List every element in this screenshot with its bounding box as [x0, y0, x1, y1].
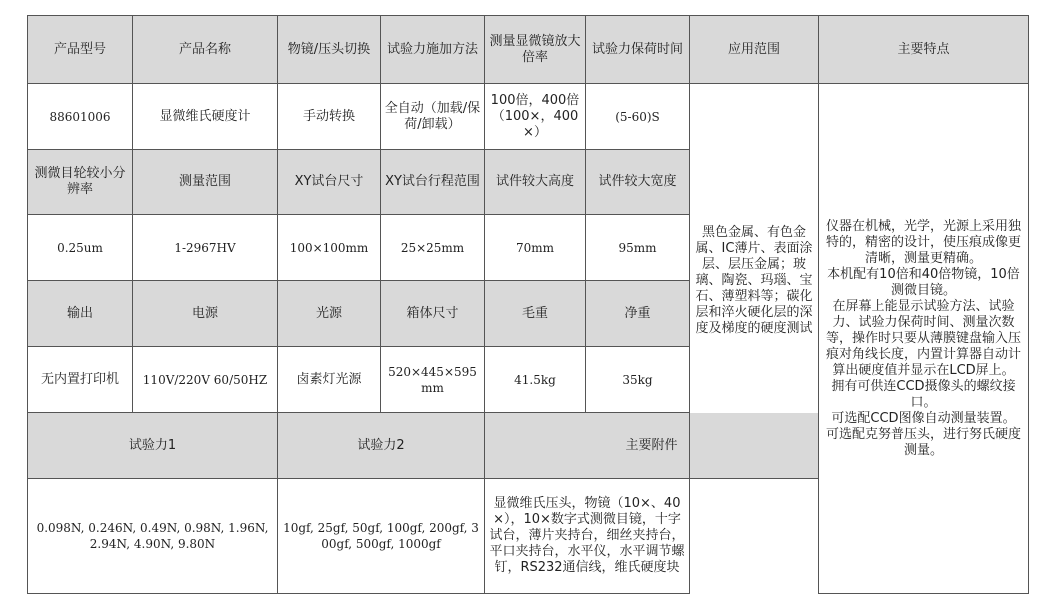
xy-size-header: XY试台尺寸: [278, 150, 381, 215]
max-width-header: 试件较大宽度: [586, 150, 690, 215]
feature-item: 可选配克努普压头，进行努氏硬度测量。: [825, 426, 1021, 458]
accessories-value: 显微维氏压头，物镜（10×、40×），10×数字式测微目镜，十字试台，薄片夹持台，细丝夹持台，平口夹持台，水平仪，水平调节螺钉，RS232通信线，维氏硬度块: [485, 479, 690, 594]
magnification-header: 测量显微镜放大倍率: [485, 16, 586, 84]
net-weight-header: 净重: [586, 281, 690, 347]
application-header: 应用范围: [690, 16, 819, 84]
resolution-header: 测微目轮较小分辨率: [28, 150, 133, 215]
range-header: 测量范围: [133, 150, 278, 215]
force1-header: 试验力1: [28, 413, 278, 479]
feature-item: 可选配CCD图像自动测量装置。: [831, 410, 1016, 426]
xy-travel-header: XY试台行程范围: [381, 150, 485, 215]
switch-value: 手动转换: [278, 84, 381, 150]
load-method-header: 试验力施加方法: [381, 16, 485, 84]
name-value: 显微维氏硬度计: [133, 84, 278, 150]
light-header: 光源: [278, 281, 381, 347]
gross-weight-header: 毛重: [485, 281, 586, 347]
model-value: 88601006: [28, 84, 133, 150]
feature-item: 本机配有10倍和40倍物镜，10倍测微目镜。: [827, 266, 1020, 298]
xy-travel-value: 25×25mm: [381, 215, 485, 281]
max-height-header: 试件较大高度: [485, 150, 586, 215]
dwell-header: 试验力保荷时间: [586, 16, 690, 84]
accessories-header: 主要附件: [485, 413, 819, 479]
power-value: 110V/220V 60/50HZ: [133, 347, 278, 413]
application-value: 黑色金属、有色金属、IC薄片、表面涂层、层压金属；玻璃、陶瓷、玛瑙、宝石、薄塑料等；碳化层和淬火硬化层的深度及梯度的硬度测试: [690, 84, 819, 479]
force2-value: 10gf, 25gf, 50gf, 100gf, 200gf, 300gf, 500gf, 1000gf: [278, 479, 485, 594]
force2-header: 试验力2: [278, 413, 485, 479]
feature-item: 仪器在机械，光学，光源上采用独特的，精密的设计，使压痕成像更清晰，测量更精确。: [825, 218, 1021, 266]
feature-item: 拥有可供连CCD摄像头的螺纹接口。: [831, 378, 1016, 410]
value-row-1: [28, 84, 1029, 150]
gross-weight-value: 41.5kg: [485, 347, 586, 413]
features-header: 主要特点: [819, 16, 1029, 84]
load-method-value: 全自动（加载/保荷/卸载）: [381, 84, 485, 150]
header-row-1: [28, 16, 1029, 84]
name-header: 产品名称: [133, 16, 278, 84]
net-weight-value: 35kg: [586, 347, 690, 413]
power-header: 电源: [133, 281, 278, 347]
range-value: 1-2967HV: [133, 215, 278, 281]
output-value: 无内置打印机: [28, 347, 133, 413]
max-height-value: 70mm: [485, 215, 586, 281]
box-size-header: 箱体尺寸: [381, 281, 485, 347]
light-value: 卤素灯光源: [278, 347, 381, 413]
magnification-value: 100倍，400倍（100×，400×）: [485, 84, 586, 150]
xy-size-value: 100×100mm: [278, 215, 381, 281]
feature-item: 在屏幕上能显示试验方法、试验力、试验力保荷时间、测量次数等，操作时只要从薄膜键盘输入压痕对角线长度，内置计算器自动计算出硬度值并显示在LCD屏上。: [825, 298, 1021, 378]
spec-table: [27, 15, 1029, 594]
features-value: [819, 84, 1029, 594]
switch-header: 物镜/压头切换: [278, 16, 381, 84]
output-header: 输出: [28, 281, 133, 347]
box-size-value: 520×445×595mm: [381, 347, 485, 413]
resolution-value: 0.25um: [28, 215, 133, 281]
dwell-value: (5-60)S: [586, 84, 690, 150]
force1-value: 0.098N, 0.246N, 0.49N, 0.98N, 1.96N, 2.94N, 4.90N, 9.80N: [28, 479, 278, 594]
max-width-value: 95mm: [586, 215, 690, 281]
model-header: 产品型号: [28, 16, 133, 84]
